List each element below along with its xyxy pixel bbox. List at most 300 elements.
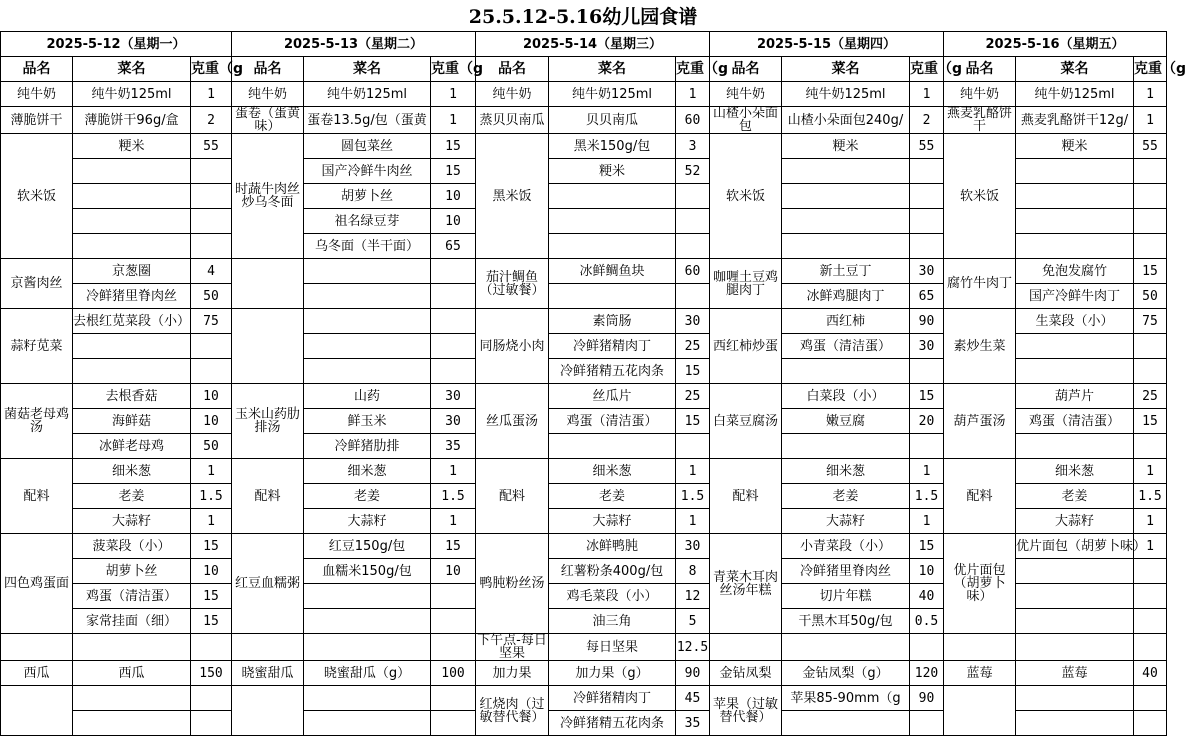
table-row	[1, 634, 1167, 661]
ingredient: 红豆150g/包	[304, 534, 431, 559]
ingredient: 冰鲜鲷鱼块	[549, 259, 676, 284]
dish-name	[944, 634, 1016, 661]
ingredient	[549, 209, 676, 234]
ingredient-weight: 15	[191, 534, 232, 559]
ingredient-weight: 1	[431, 509, 476, 534]
ingredient: 蛋卷13.5g/包（蛋黄	[304, 107, 431, 134]
ingredient-weight: 1	[676, 82, 710, 107]
ingredient-weight	[910, 234, 944, 259]
ingredient: 海鲜菇	[73, 409, 191, 434]
ingredient-weight: 1	[910, 459, 944, 484]
dish-name: 软米饭	[1, 134, 73, 259]
ingredient-weight: 1	[191, 459, 232, 484]
ingredient-weight	[1134, 184, 1167, 209]
ingredient-weight	[191, 209, 232, 234]
ingredient: 加力果（g）	[549, 661, 676, 686]
dish-name: 软米饭	[710, 134, 782, 259]
ingredient-weight: 1	[431, 82, 476, 107]
ingredient-weight: 1	[1134, 82, 1167, 107]
dish-name: 纯牛奶	[232, 82, 304, 107]
dish-name: 山楂小朵面包	[710, 107, 782, 134]
ingredient-weight	[1134, 359, 1167, 384]
ingredient-weight	[431, 584, 476, 609]
ingredient: 血糯米150g/包	[304, 559, 431, 584]
ingredient	[73, 159, 191, 184]
ingredient	[1016, 686, 1134, 711]
ingredient-weight: 0.5	[910, 609, 944, 634]
ingredient: 优片面包（胡萝卜味）	[1016, 534, 1134, 559]
ingredient	[73, 209, 191, 234]
ingredient: 大蒜籽	[782, 509, 910, 534]
ingredient: 纯牛奶125ml	[73, 82, 191, 107]
dish-name: 西瓜	[1, 661, 73, 686]
ingredient	[73, 686, 191, 711]
dish-name: 蛋卷（蛋黄味）	[232, 107, 304, 134]
ingredient: 细米葱	[304, 459, 431, 484]
ingredient: 老姜	[73, 484, 191, 509]
ingredient-weight	[191, 334, 232, 359]
dish-name: 软米饭	[944, 134, 1016, 259]
table-row	[1, 459, 1167, 484]
dish-name: 金钻凤梨	[710, 661, 782, 686]
ingredient-weight: 1	[676, 459, 710, 484]
dish-name: 咖喱土豆鸡腿肉丁	[710, 259, 782, 309]
ingredient: 国产冷鲜牛肉丝	[304, 159, 431, 184]
ingredient	[782, 209, 910, 234]
dish-name: 配料	[232, 459, 304, 534]
ingredient: 葫芦片	[1016, 384, 1134, 409]
ingredient-weight: 15	[676, 359, 710, 384]
ingredient-weight: 12.5	[676, 634, 710, 661]
ingredient-weight	[191, 359, 232, 384]
ingredient-weight	[191, 184, 232, 209]
ingredient-weight: 25	[676, 334, 710, 359]
dish-name: 青菜木耳肉丝汤年糕	[710, 534, 782, 634]
ingredient: 粳米	[1016, 134, 1134, 159]
ingredient-weight: 20	[910, 409, 944, 434]
ingredient-weight	[431, 609, 476, 634]
ingredient: 鸡蛋（清洁蛋）	[782, 334, 910, 359]
ingredient-weight: 75	[191, 309, 232, 334]
ingredient	[1016, 711, 1134, 736]
dish-name: 蓝莓	[944, 661, 1016, 686]
ingredient-weight: 35	[431, 434, 476, 459]
ingredient	[1016, 434, 1134, 459]
ingredient-weight	[676, 209, 710, 234]
ingredient: 油三角	[549, 609, 676, 634]
ingredient	[1016, 159, 1134, 184]
dish-name: 下午点-每日坚果	[477, 633, 547, 661]
ingredient-weight	[676, 184, 710, 209]
col-header-dish: 菜名	[304, 57, 431, 82]
ingredient: 胡萝卜丝	[304, 184, 431, 209]
ingredient-weight: 2	[910, 107, 944, 134]
ingredient-weight: 1	[431, 459, 476, 484]
ingredient: 鸡蛋（清洁蛋）	[73, 584, 191, 609]
table-row	[1, 134, 1167, 159]
ingredient: 大蒜籽	[304, 509, 431, 534]
ingredient: 冷鲜猪里脊肉丝	[73, 284, 191, 309]
ingredient-weight: 1	[1134, 459, 1167, 484]
ingredient	[1016, 609, 1134, 634]
ingredient: 去根红苋菜段（小）	[73, 309, 191, 334]
ingredient: 老姜	[549, 484, 676, 509]
ingredient: 去根香菇	[73, 384, 191, 409]
ingredient: 切片年糕	[782, 584, 910, 609]
ingredient-weight: 50	[191, 434, 232, 459]
col-header-name: 品名	[944, 57, 1016, 82]
col-header-dish: 菜名	[549, 57, 676, 82]
ingredient: 鸡蛋（清洁蛋）	[1016, 409, 1134, 434]
ingredient-weight	[1134, 584, 1167, 609]
ingredient	[304, 334, 431, 359]
col-header-dish: 菜名	[782, 57, 910, 82]
ingredient-weight	[1134, 711, 1167, 736]
ingredient	[549, 184, 676, 209]
ingredient-weight	[1134, 334, 1167, 359]
ingredient	[782, 234, 910, 259]
ingredient-weight: 1	[191, 509, 232, 534]
ingredient: 纯牛奶125ml	[782, 82, 910, 107]
ingredient-weight	[910, 209, 944, 234]
col-header-name: 品名	[710, 57, 782, 82]
ingredient: 家常挂面（细）	[73, 609, 191, 634]
ingredient-weight: 15	[910, 534, 944, 559]
dish-name: 鸭肫粉丝汤	[476, 534, 549, 634]
ingredient	[782, 434, 910, 459]
ingredient-weight	[1134, 634, 1167, 661]
ingredient-weight: 120	[910, 661, 944, 686]
dish-name: 配料	[710, 459, 782, 534]
dish-name	[232, 686, 304, 736]
ingredient-weight	[431, 634, 476, 661]
dish-name: 苹果（过敏替代餐）	[710, 686, 782, 736]
ingredient-weight: 90	[910, 309, 944, 334]
ingredient-weight: 15	[1134, 259, 1167, 284]
day-header: 2025-5-12（星期一）	[1, 32, 232, 57]
ingredient-weight: 15	[1134, 409, 1167, 434]
ingredient	[73, 711, 191, 736]
dish-name: 葫芦蛋汤	[944, 384, 1016, 459]
ingredient-weight: 1	[910, 509, 944, 534]
ingredient: 冷鲜猪精五花肉条	[549, 359, 676, 384]
col-header-weight: 克重（g	[1134, 57, 1167, 82]
ingredient: 纯牛奶125ml	[304, 82, 431, 107]
ingredient-weight	[1134, 159, 1167, 184]
table-row	[1, 686, 1167, 711]
ingredient: 冷鲜猪肋排	[304, 434, 431, 459]
dish-name: 蒜籽苋菜	[1, 309, 73, 384]
ingredient-weight: 1	[1134, 509, 1167, 534]
day-header-row	[1, 32, 1167, 57]
ingredient: 山楂小朵面包240g/	[782, 107, 910, 134]
table-row	[1, 661, 1167, 686]
ingredient-weight	[1134, 209, 1167, 234]
ingredient: 鲜玉米	[304, 409, 431, 434]
ingredient: 生菜段（小）	[1016, 309, 1134, 334]
ingredient: 纯牛奶125ml	[549, 82, 676, 107]
ingredient: 京葱圈	[73, 259, 191, 284]
table-row	[1, 259, 1167, 284]
ingredient-weight	[676, 434, 710, 459]
ingredient: 白菜段（小）	[782, 384, 910, 409]
ingredient	[1016, 334, 1134, 359]
ingredient: 小青菜段（小）	[782, 534, 910, 559]
ingredient	[782, 359, 910, 384]
day-header: 2025-5-15（星期四）	[710, 32, 944, 57]
ingredient-weight: 65	[431, 234, 476, 259]
ingredient: 纯牛奶125ml	[1016, 82, 1134, 107]
ingredient-weight: 30	[910, 259, 944, 284]
ingredient-weight: 1	[191, 82, 232, 107]
dish-name	[944, 686, 1016, 736]
dish-name: 纯牛奶	[476, 82, 549, 107]
ingredient	[782, 159, 910, 184]
ingredient: 新土豆丁	[782, 259, 910, 284]
dish-name	[710, 634, 782, 661]
dish-name: 红烧肉（过敏替代餐）	[476, 686, 549, 736]
dish-name: 纯牛奶	[710, 82, 782, 107]
ingredient: 素筒肠	[549, 309, 676, 334]
ingredient-weight	[910, 359, 944, 384]
ingredient-weight: 40	[910, 584, 944, 609]
ingredient-weight	[431, 711, 476, 736]
dish-name	[1, 634, 73, 661]
ingredient: 胡萝卜丝	[73, 559, 191, 584]
ingredient: 山药	[304, 384, 431, 409]
ingredient: 西瓜	[73, 661, 191, 686]
ingredient	[1016, 209, 1134, 234]
ingredient	[1016, 584, 1134, 609]
ingredient-weight: 15	[191, 609, 232, 634]
ingredient: 国产冷鲜牛肉丁	[1016, 284, 1134, 309]
ingredient	[1016, 559, 1134, 584]
ingredient-weight: 65	[910, 284, 944, 309]
dish-name: 素炒生菜	[944, 309, 1016, 384]
ingredient-weight: 1	[1134, 107, 1167, 134]
ingredient-weight: 50	[191, 284, 232, 309]
ingredient: 菠菜段（小）	[73, 534, 191, 559]
ingredient-weight	[431, 686, 476, 711]
dish-name: 时蔬牛肉丝炒乌冬面	[232, 134, 304, 259]
ingredient	[304, 711, 431, 736]
ingredient: 冰鲜老母鸡	[73, 434, 191, 459]
ingredient-weight: 10	[191, 409, 232, 434]
dish-name: 西红柿炒蛋	[710, 309, 782, 384]
table-row	[1, 82, 1167, 107]
ingredient	[549, 434, 676, 459]
dish-name: 玉米山药肋排汤	[232, 384, 304, 459]
ingredient-weight	[1134, 609, 1167, 634]
ingredient-weight: 45	[676, 686, 710, 711]
ingredient	[304, 584, 431, 609]
ingredient-weight	[910, 184, 944, 209]
ingredient-weight	[910, 434, 944, 459]
ingredient-weight: 1.5	[910, 484, 944, 509]
ingredient: 冷鲜猪里脊肉丝	[782, 559, 910, 584]
ingredient	[304, 309, 431, 334]
ingredient-weight: 1.5	[676, 484, 710, 509]
ingredient: 薄脆饼干96g/盒	[73, 107, 191, 134]
ingredient-weight	[191, 686, 232, 711]
table-row	[1, 534, 1167, 559]
ingredient: 红薯粉条400g/包	[549, 559, 676, 584]
ingredient: 老姜	[782, 484, 910, 509]
ingredient	[1016, 634, 1134, 661]
ingredient: 冰鲜鸭肫	[549, 534, 676, 559]
ingredient: 鸡蛋（清洁蛋）	[549, 409, 676, 434]
ingredient: 免泡发腐竹	[1016, 259, 1134, 284]
ingredient-weight	[676, 234, 710, 259]
ingredient: 燕麦乳酪饼干12g/	[1016, 107, 1134, 134]
ingredient: 大蒜籽	[549, 509, 676, 534]
ingredient-weight	[1134, 434, 1167, 459]
ingredient-weight: 10	[431, 209, 476, 234]
ingredient-weight: 1	[431, 107, 476, 134]
col-header-name: 品名	[232, 57, 304, 82]
ingredient	[304, 634, 431, 661]
ingredient-weight: 100	[431, 661, 476, 686]
ingredient-weight: 1	[676, 509, 710, 534]
ingredient-weight	[431, 309, 476, 334]
ingredient: 金钻凤梨（g）	[782, 661, 910, 686]
dish-name	[232, 259, 304, 309]
dish-name: 红豆血糯粥	[232, 534, 304, 634]
dish-name: 薄脆饼干	[1, 107, 73, 134]
dish-name: 纯牛奶	[944, 82, 1016, 107]
ingredient-weight: 40	[1134, 661, 1167, 686]
ingredient-weight: 25	[1134, 384, 1167, 409]
ingredient-weight: 55	[1134, 134, 1167, 159]
ingredient-weight: 1	[910, 82, 944, 107]
ingredient	[304, 259, 431, 284]
dish-name: 黑米饭	[476, 134, 549, 259]
ingredient-weight: 4	[191, 259, 232, 284]
table-row	[1, 309, 1167, 334]
day-header: 2025-5-13（星期二）	[232, 32, 476, 57]
ingredient: 冷鲜猪精肉丁	[549, 334, 676, 359]
dish-name: 丝瓜蛋汤	[476, 384, 549, 459]
ingredient-weight: 15	[431, 159, 476, 184]
ingredient: 细米葱	[1016, 459, 1134, 484]
ingredient-weight: 3	[676, 134, 710, 159]
ingredient-weight: 5	[676, 609, 710, 634]
ingredient-weight: 30	[431, 409, 476, 434]
ingredient	[304, 686, 431, 711]
ingredient: 晓蜜甜瓜（g）	[304, 661, 431, 686]
ingredient: 鸡毛菜段（小）	[549, 584, 676, 609]
ingredient-weight: 30	[431, 384, 476, 409]
ingredient-weight: 150	[191, 661, 232, 686]
ingredient-weight: 35	[676, 711, 710, 736]
ingredient-weight: 52	[676, 159, 710, 184]
ingredient	[73, 359, 191, 384]
ingredient-weight: 1.5	[1134, 484, 1167, 509]
ingredient: 丝瓜片	[549, 384, 676, 409]
dish-name: 白菜豆腐汤	[710, 384, 782, 459]
col-header-dish: 菜名	[73, 57, 191, 82]
ingredient	[73, 234, 191, 259]
ingredient-weight: 55	[910, 134, 944, 159]
ingredient-weight: 15	[431, 134, 476, 159]
dish-name: 茄汁鲷鱼（过敏餐）	[476, 259, 549, 309]
ingredient	[549, 284, 676, 309]
ingredient-weight: 1.5	[191, 484, 232, 509]
ingredient	[782, 711, 910, 736]
col-header-weight: 克重（g	[431, 57, 476, 82]
dish-name	[232, 634, 304, 661]
dish-name: 配料	[476, 459, 549, 534]
ingredient-weight: 30	[676, 309, 710, 334]
ingredient-weight: 90	[910, 686, 944, 711]
ingredient: 黑米150g/包	[549, 134, 676, 159]
ingredient-weight	[910, 159, 944, 184]
ingredient-weight	[910, 634, 944, 661]
ingredient: 乌冬面（半干面）	[304, 234, 431, 259]
dish-name: 配料	[944, 459, 1016, 534]
dish-name: 优片面包（胡萝卜味）	[944, 534, 1016, 634]
ingredient	[304, 284, 431, 309]
day-header: 2025-5-14（星期三）	[476, 32, 710, 57]
ingredient-weight	[1134, 686, 1167, 711]
ingredient: 圆包菜丝	[304, 134, 431, 159]
dish-name: 晓蜜甜瓜	[232, 661, 304, 686]
dish-name: 纯牛奶	[1, 82, 73, 107]
ingredient: 冷鲜猪精肉丁	[549, 686, 676, 711]
dish-name	[232, 309, 304, 384]
dish-name: 四色鸡蛋面	[1, 534, 73, 634]
dish-name: 同肠烧小肉	[476, 309, 549, 384]
ingredient-weight: 30	[676, 534, 710, 559]
ingredient-weight: 15	[431, 534, 476, 559]
ingredient-weight: 55	[191, 134, 232, 159]
ingredient-weight	[191, 711, 232, 736]
ingredient-weight	[1134, 234, 1167, 259]
ingredient-weight: 2	[191, 107, 232, 134]
ingredient-weight: 10	[431, 559, 476, 584]
ingredient-weight	[191, 234, 232, 259]
ingredient	[549, 234, 676, 259]
col-header-weight: 克重（g	[191, 57, 232, 82]
table-row	[1, 384, 1167, 409]
ingredient: 冷鲜猪精五花肉条	[549, 711, 676, 736]
ingredient: 大蒜籽	[73, 509, 191, 534]
ingredient: 细米葱	[782, 459, 910, 484]
ingredient-weight	[431, 334, 476, 359]
ingredient-weight: 10	[191, 559, 232, 584]
ingredient: 苹果85-90mm（g	[782, 686, 910, 711]
ingredient: 嫩豆腐	[782, 409, 910, 434]
col-header-name: 品名	[1, 57, 73, 82]
ingredient: 每日坚果	[549, 634, 676, 661]
col-header-weight: 克重（g	[676, 57, 710, 82]
ingredient: 粳米	[782, 134, 910, 159]
ingredient: 蓝莓	[1016, 661, 1134, 686]
ingredient	[304, 359, 431, 384]
ingredient-weight	[431, 259, 476, 284]
ingredient-weight: 50	[1134, 284, 1167, 309]
ingredient-weight	[676, 284, 710, 309]
ingredient	[1016, 184, 1134, 209]
ingredient: 老姜	[1016, 484, 1134, 509]
dish-name	[1, 686, 73, 736]
ingredient-weight: 25	[676, 384, 710, 409]
ingredient	[73, 634, 191, 661]
ingredient: 干黑木耳50g/包	[782, 609, 910, 634]
ingredient	[73, 334, 191, 359]
ingredient-weight: 15	[191, 584, 232, 609]
ingredient-weight: 75	[1134, 309, 1167, 334]
